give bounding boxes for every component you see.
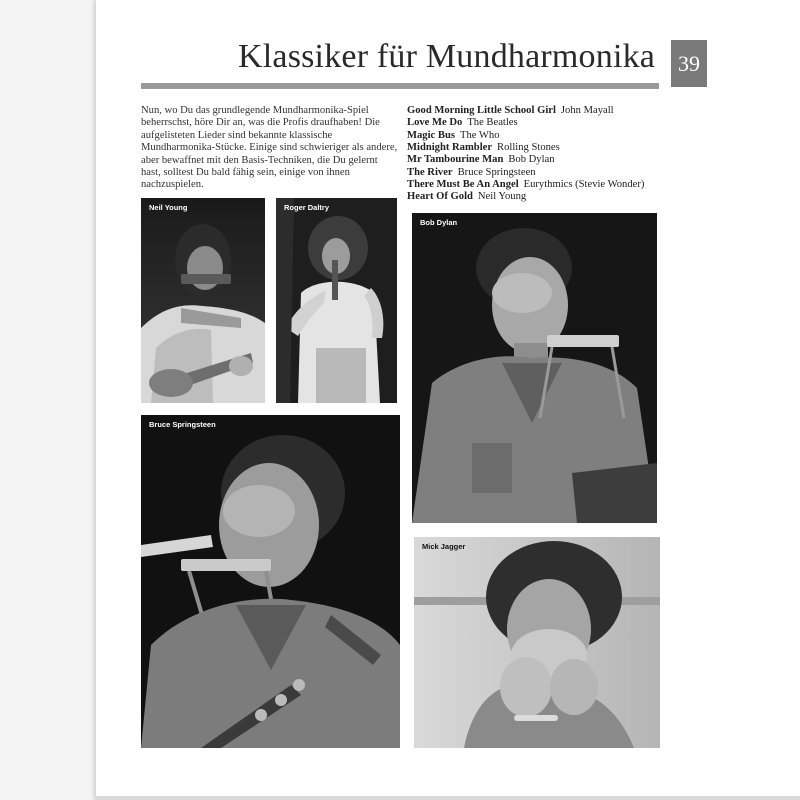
song-title: There Must Be An Angel: [407, 179, 519, 191]
song-title: Magic Bus: [407, 129, 455, 141]
title-rule: [141, 83, 659, 89]
page-edge: [96, 796, 800, 800]
mick-jagger-photo-illustration: [414, 537, 660, 748]
song-title: Good Morning Little School Girl: [407, 105, 556, 116]
photo-caption: Bruce Springsteen: [149, 420, 216, 429]
photo-caption: Bob Dylan: [420, 218, 458, 227]
photo-bruce-springsteen: [141, 415, 400, 748]
song-title: Heart Of Gold: [407, 191, 473, 203]
song-title: Love Me Do: [407, 117, 463, 129]
song-artist: Rolling Stones: [497, 142, 560, 154]
intro-paragraph: [141, 105, 399, 192]
intro-text: Nun, wo Du das grundlegende Mundharmonika-Spiel beherrschst, höre Dir an, was die Profis draufhaben! Die aufgelisteten Lieder sind bekannte klassische Mundharmonika-Stücke. Einige sind schwieriger als andere, aber bewaffnet mit den Basis-Techniken, die Du gelernt hast, solltest Du bald fähig sein, einige von ihnen nachzuspielen.: [141, 105, 398, 191]
song-artist: The Beatles: [467, 117, 518, 129]
photo-bob-dylan: [412, 213, 657, 523]
page-number: 39: [671, 40, 707, 87]
song-item: [407, 105, 667, 117]
song-artist: The Who: [459, 129, 500, 141]
song-item: [407, 154, 667, 166]
song-artist: Bruce Springsteen: [457, 166, 536, 178]
song-item: [407, 130, 667, 142]
song-artist: Bob Dylan: [508, 154, 555, 166]
photo-roger-daltry: [276, 198, 397, 403]
song-title: The River: [407, 166, 453, 178]
song-list: [407, 105, 667, 204]
bob-dylan-photo-illustration: [412, 213, 657, 523]
song-item: [407, 191, 667, 203]
song-title: Mr Tambourine Man: [407, 154, 504, 166]
roger-daltry-photo-illustration: [276, 198, 397, 403]
photo-mick-jagger: [414, 537, 660, 748]
neil-young-photo-illustration: [141, 198, 265, 403]
song-item: [407, 167, 667, 179]
photo-caption: Roger Daltry: [284, 203, 330, 212]
page-title: Klassiker für Mundharmonika: [238, 38, 656, 75]
photo-neil-young: [141, 198, 265, 403]
song-title: Midnight Rambler: [407, 142, 493, 154]
photo-caption: Neil Young: [149, 203, 188, 212]
song-artist: John Mayall: [560, 105, 614, 116]
song-item: [407, 117, 667, 129]
song-artist: Eurythmics (Stevie Wonder): [523, 179, 645, 191]
song-item: [407, 142, 667, 154]
song-artist: Neil Young: [477, 191, 527, 203]
song-item: [407, 179, 667, 191]
photo-caption: Mick Jagger: [422, 542, 466, 551]
bruce-springsteen-photo-illustration: [141, 415, 400, 748]
